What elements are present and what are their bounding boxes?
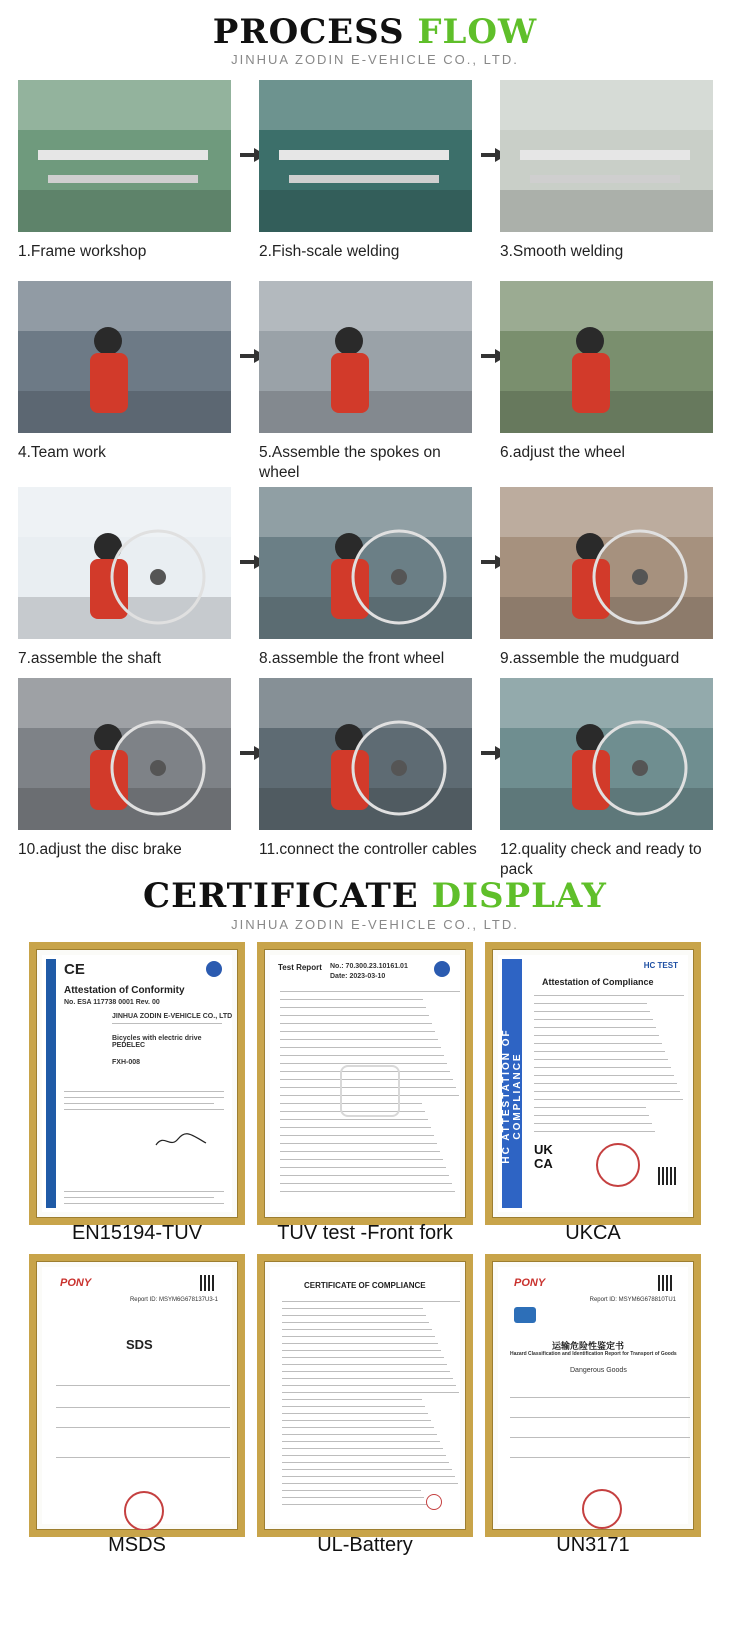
doc-date: Date: 2023-03-10 (330, 973, 386, 980)
red-seal (596, 1143, 640, 1187)
doc-title: SDS (126, 1337, 153, 1352)
blue-side-band (46, 959, 56, 1208)
report-id: Report ID: MSYM6G678810TU1 (589, 1297, 676, 1303)
object: Bicycles with electric drive PEDELEC (112, 1035, 202, 1049)
process-photo (500, 281, 713, 433)
report-id: Report ID: MSYM6G678137U3-1 (129, 1297, 218, 1303)
ukca-mark: UK CA (534, 1142, 553, 1171)
process-step-label: 11.connect the controller cables (259, 841, 477, 858)
certificate-label: UKCA (565, 1222, 621, 1244)
certificate-label: EN15194-TUV (71, 1222, 203, 1244)
qr-code (658, 1167, 676, 1185)
doc-title-cn: 运输危险性鉴定书 (552, 1341, 625, 1351)
certificate-ul-battery[interactable] (257, 1254, 473, 1537)
process-photo (18, 281, 231, 433)
pony-logo: PONY (514, 1277, 546, 1289)
signature (152, 1131, 212, 1151)
cnas-logo (514, 1307, 536, 1323)
process-step-label: 3.Smooth welding (500, 243, 624, 260)
process-step-label: 9.assemble the mudguard (500, 650, 680, 667)
company: JINHUA ZODIN E-VEHICLE CO., LTD (112, 1013, 233, 1020)
process-photo (500, 487, 713, 639)
doc-title: Attestation of Compliance (542, 977, 654, 987)
process-subtitle: JINHUA ZODIN E-VEHICLE CO., LTD. (231, 52, 519, 67)
process-photo (259, 80, 472, 232)
process-photo (259, 281, 472, 433)
certificate-un3171[interactable] (485, 1254, 701, 1537)
process-photo (18, 678, 231, 830)
process-step-label: 2.Fish-scale welding (259, 243, 400, 260)
process-step-label: 5.Assemble the spokes on wheel (259, 444, 441, 481)
process-photo (500, 678, 713, 830)
tuv-logo (434, 961, 450, 977)
certificate-tuv-front-fork[interactable] (257, 942, 473, 1225)
qr-code (200, 1275, 216, 1291)
process-step-label: 1.Frame workshop (18, 243, 147, 260)
process-flow-title: PROCESS FLOW (212, 12, 538, 52)
ul-logo (426, 1494, 442, 1510)
model: FXH-008 (112, 1059, 141, 1066)
certificate-label: MSDS (108, 1534, 166, 1556)
certificate-label: UN3171 (556, 1534, 630, 1556)
goods: Dangerous Goods (570, 1367, 627, 1374)
doc-title: CERTIFICATE OF COMPLIANCE (304, 1281, 426, 1290)
process-step-label: 10.adjust the disc brake (18, 841, 182, 858)
certificate-en15194[interactable] (29, 942, 245, 1225)
process-step-label: 7.assemble the shaft (18, 650, 162, 667)
red-seal (124, 1491, 164, 1531)
process-step-label: 8.assemble the front wheel (259, 650, 445, 667)
process-step-label: 12.quality check and ready to pack (500, 841, 702, 878)
tuv-watermark-icon (340, 1065, 400, 1117)
pony-logo: PONY (60, 1277, 92, 1289)
process-photo (259, 487, 472, 639)
certificate-subtitle: JINHUA ZODIN E-VEHICLE CO., LTD. (231, 917, 519, 932)
certificate-label: UL-Battery (317, 1534, 413, 1556)
process-photo (18, 80, 231, 232)
red-seal (582, 1489, 622, 1529)
process-photo (18, 487, 231, 639)
process-step-label: 6.adjust the wheel (500, 444, 625, 461)
doc-title: Hazard Classification and Identification Report for Transport of Goods (510, 1351, 677, 1357)
doc-number: No. ESA 117738 0001 Rev. 00 (64, 999, 160, 1006)
doc-number: No.: 70.300.23.10161.01 (330, 963, 408, 970)
certificate-ukca[interactable] (485, 942, 701, 1225)
process-photo (259, 678, 472, 830)
qr-code (658, 1275, 674, 1291)
hc-test-brand: HC TEST (643, 961, 678, 970)
certificate-msds[interactable] (29, 1254, 245, 1537)
process-photo (500, 80, 713, 232)
process-step-label: 4.Team work (18, 444, 106, 461)
doc-title: Test Report (278, 963, 322, 972)
certificate-label: TUV test -Front fork (277, 1222, 453, 1244)
ce-mark: CE (64, 961, 85, 978)
certificate-title: CERTIFICATE DISPLAY (143, 876, 607, 916)
side-text: HC ATTESTATION OF COMPLIANCE (501, 1028, 523, 1164)
doc-title: Attestation of Conformity (64, 985, 185, 996)
tuv-logo (206, 961, 222, 977)
